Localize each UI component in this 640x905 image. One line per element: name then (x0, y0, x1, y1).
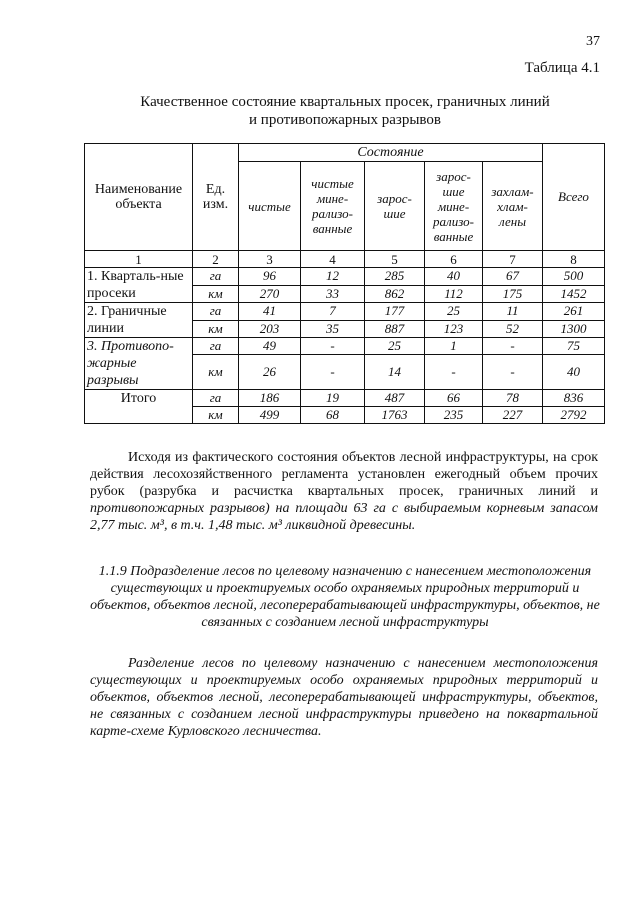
value-cell: 19 (301, 390, 365, 407)
value-cell: 41 (239, 303, 301, 321)
value-cell: 35 (301, 320, 365, 338)
unit-cell: га (193, 268, 239, 286)
value-cell: 285 (365, 268, 425, 286)
header-state: Состояние (239, 144, 543, 162)
value-cell: - (301, 338, 365, 355)
value-cell: 1 (425, 338, 483, 355)
total-cell: 836 (543, 390, 605, 407)
value-cell: 203 (239, 320, 301, 338)
value-cell: 26 (239, 355, 301, 390)
value-cell: 66 (425, 390, 483, 407)
paragraph-italic-text: противопожарных разрывов) на площади 63 га с выбираемым корневым запасом 2,77 тыс. м³, в т.ч. 1,48 тыс. м³ ликвидной древесины. (90, 501, 598, 533)
value-cell: 499 (239, 407, 301, 424)
column-number: 1 (85, 251, 193, 268)
value-cell: 11 (483, 303, 543, 321)
header-clean-mineralized: чистые мине-рализо-ванные (301, 162, 365, 251)
header-littered: захлам-хлам-лены (483, 162, 543, 251)
unit-cell: км (193, 320, 239, 338)
value-cell: 96 (239, 268, 301, 286)
unit-cell: км (193, 285, 239, 303)
table-title (90, 93, 600, 129)
table-title-line-1: Качественное состояние квартальных просек, граничных линий (140, 94, 550, 110)
total-cell: 2792 (543, 407, 605, 424)
value-cell: 40 (425, 268, 483, 286)
table-title-line-2: и противопожарных разрывов (249, 112, 441, 128)
section-heading: 1.1.9 Подразделение лесов по целевому назначению с нанесением местоположения существующих и проектируемых особо охраняемых природных территорий и объектов, объектов лесной, лесоперерабатывающей инфраструктуры, объектов, не связанных с созданием лесной инфраструктуры (90, 564, 600, 630)
value-cell: 7 (301, 303, 365, 321)
value-cell: 227 (483, 407, 543, 424)
row-name-quarter-clearings: 1. Кварталь-ные просеки (85, 268, 193, 303)
value-cell: 52 (483, 320, 543, 338)
column-number: 7 (483, 251, 543, 268)
total-cell: 75 (543, 338, 605, 355)
value-cell: 862 (365, 285, 425, 303)
column-number: 2 (193, 251, 239, 268)
column-number: 5 (365, 251, 425, 268)
header-overgrown: зарос-шие (365, 162, 425, 251)
unit-cell: га (193, 303, 239, 321)
value-cell: 67 (483, 268, 543, 286)
total-cell: 500 (543, 268, 605, 286)
row-name-firebreaks: 3. Противопо-жарные разрывы (85, 338, 193, 390)
value-cell: 25 (425, 303, 483, 321)
header-name: Наименование объекта (85, 144, 193, 251)
value-cell: 1763 (365, 407, 425, 424)
value-cell: 33 (301, 285, 365, 303)
total-cell: 261 (543, 303, 605, 321)
unit-cell: га (193, 390, 239, 407)
unit-cell: км (193, 407, 239, 424)
value-cell: 25 (365, 338, 425, 355)
paragraph-text (90, 449, 598, 534)
value-cell: 123 (425, 320, 483, 338)
value-cell: 487 (365, 390, 425, 407)
value-cell: 235 (425, 407, 483, 424)
page-number: 37 (586, 34, 600, 49)
value-cell: - (301, 355, 365, 390)
value-cell: 270 (239, 285, 301, 303)
value-cell: 49 (239, 338, 301, 355)
unit-cell: км (193, 355, 239, 390)
unit-cell: га (193, 338, 239, 355)
row-name-boundary-lines: 2. Граничные линии (85, 303, 193, 338)
value-cell: 175 (483, 285, 543, 303)
paragraph-annual-volume (90, 449, 598, 534)
value-cell: 12 (301, 268, 365, 286)
value-cell: 14 (365, 355, 425, 390)
paragraph-forest-division (90, 655, 598, 740)
value-cell: - (483, 355, 543, 390)
value-cell: - (425, 355, 483, 390)
value-cell: - (483, 338, 543, 355)
value-cell: 78 (483, 390, 543, 407)
table-label: Таблица 4.1 (524, 60, 600, 76)
infrastructure-state-table (84, 143, 605, 424)
column-number: 4 (301, 251, 365, 268)
value-cell: 887 (365, 320, 425, 338)
value-cell: 177 (365, 303, 425, 321)
row-name-total: Итого (85, 390, 193, 424)
header-overgrown-mineralized: зарос-шие мине-рализо-ванные (425, 162, 483, 251)
total-cell: 1452 (543, 285, 605, 303)
column-number: 6 (425, 251, 483, 268)
paragraph-normal-text: Исходя из фактического состояния объектов лесной инфраструктуры, на срок действия лесохозяйственного регламента установлен ежегодный объем прочих рубок (разрубка и расчистка квартальных просек, граничных линий и (90, 450, 598, 499)
total-cell: 40 (543, 355, 605, 390)
total-cell: 1300 (543, 320, 605, 338)
value-cell: 186 (239, 390, 301, 407)
value-cell: 112 (425, 285, 483, 303)
column-number: 8 (543, 251, 605, 268)
paragraph-text: Разделение лесов по целевому назначению с нанесением местоположения существующих и проектируемых особо охраняемых природных территорий и объектов, объектов лесной, лесоперерабатывающей инфраструктуры, объектов, не связанных с созданием лесной инфраструктуры приведено на поквартальной карте-схеме Курловского лесничества. (90, 656, 598, 739)
column-number: 3 (239, 251, 301, 268)
value-cell: 68 (301, 407, 365, 424)
header-total: Всего (543, 144, 605, 251)
header-unit: Ед. изм. (193, 144, 239, 251)
header-clean: чистые (239, 162, 301, 251)
